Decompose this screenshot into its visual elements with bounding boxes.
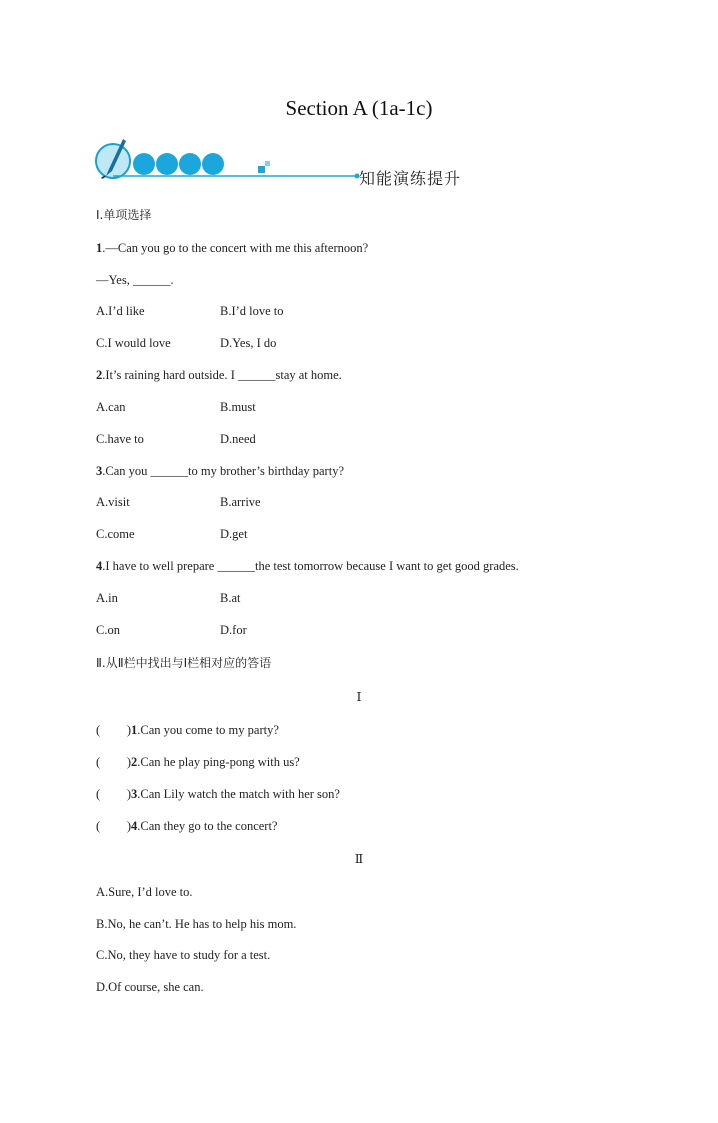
answer-item: A.Sure, I’d love to. — [96, 885, 193, 899]
section1-heading: Ⅰ.单项选择 — [96, 208, 152, 222]
option: C.come — [96, 527, 135, 541]
question-2: 2.It’s raining hard outside. I ______stay at home. — [96, 368, 342, 382]
option: A.visit — [96, 495, 130, 509]
option: C.have to — [96, 432, 144, 446]
option: A.can — [96, 400, 126, 414]
match-item: ( ) 1.Can you come to my party? — [96, 723, 279, 737]
question-3: 3.Can you ______to my brother’s birthday party? — [96, 464, 344, 478]
option: B.must — [220, 400, 256, 414]
option: B.arrive — [220, 495, 261, 509]
answer-item: B.No, he can’t. He has to help his mom. — [96, 917, 297, 931]
banner-dot — [179, 153, 201, 175]
match-item: ( ) 3.Can Lily watch the match with her son? — [96, 787, 340, 801]
option: B.I’d love to — [220, 304, 284, 318]
match-item: ( ) 2.Can he play ping-pong with us? — [96, 755, 300, 769]
column-2-label: Ⅱ — [354, 852, 364, 866]
banner-text: 知能演练提升 — [359, 169, 462, 188]
question-4: 4.I have to well prepare ______the test tomorrow because I want to get good grades. — [96, 559, 519, 573]
match-item: ( ) 4.Can they go to the concert? — [96, 819, 278, 833]
banner-dot — [156, 153, 178, 175]
banner-dot — [133, 153, 155, 175]
option: C.on — [96, 623, 120, 637]
banner-dot — [202, 153, 224, 175]
section2-heading: Ⅱ.从Ⅱ栏中找出与Ⅰ栏相对应的答语 — [96, 656, 272, 670]
option: A.I’d like — [96, 304, 145, 318]
answer-item: D.Of course, she can. — [96, 980, 204, 994]
option: D.Yes, I do — [220, 336, 277, 350]
question-1: 1.—Can you go to the concert with me this afternoon? — [96, 241, 369, 255]
option: D.need — [220, 432, 256, 446]
question-1-stem2: —Yes, ______. — [96, 273, 174, 287]
answer-item: C.No, they have to study for a test. — [96, 948, 271, 962]
page-title: Section A (1a-1c) — [285, 96, 433, 120]
option: B.at — [220, 591, 241, 605]
option: D.get — [220, 527, 248, 541]
option: C.I would love — [96, 336, 171, 350]
option: A.in — [96, 591, 118, 605]
option: D.for — [220, 623, 247, 637]
column-1-label: Ⅰ — [356, 690, 362, 704]
